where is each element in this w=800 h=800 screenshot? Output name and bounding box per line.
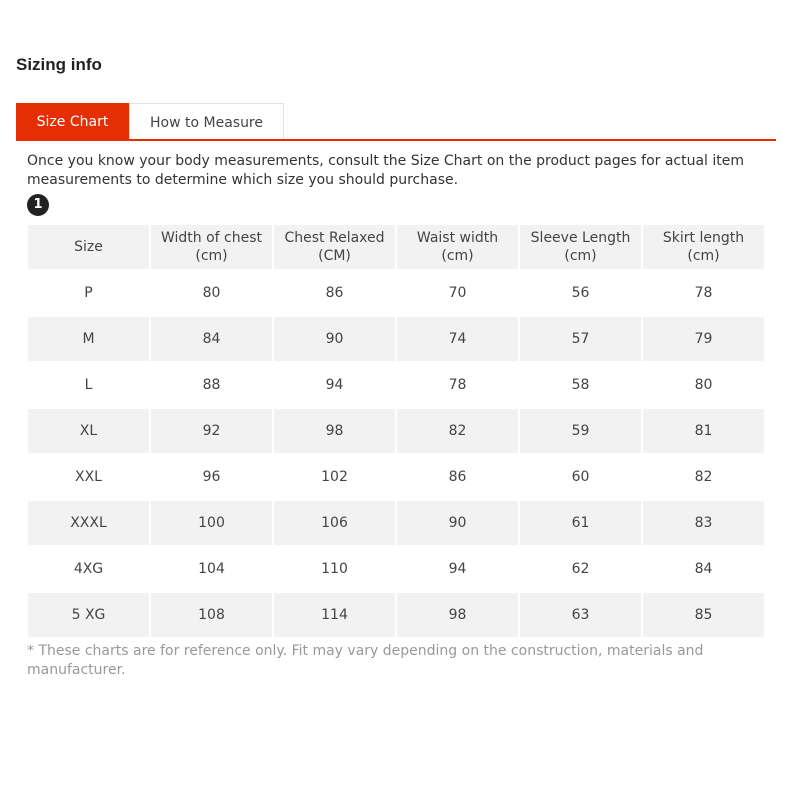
cell-sleeve-length: 60: [520, 455, 641, 499]
header-waist-width: Waist width (cm): [397, 225, 518, 269]
cell-size: L: [28, 363, 149, 407]
page-title: Sizing info: [16, 55, 102, 74]
table-row: [28, 547, 764, 591]
cell-chest-relaxed: 102: [274, 455, 395, 499]
cell-sleeve-length: 57: [520, 317, 641, 361]
cell-waist-width: 82: [397, 409, 518, 453]
cell-skirt-length: 78: [643, 271, 764, 315]
tab-bar: [16, 103, 776, 140]
cell-width-of-chest: 80: [151, 271, 272, 315]
cell-skirt-length: 81: [643, 409, 764, 453]
cell-sleeve-length: 61: [520, 501, 641, 545]
cell-size: XXXL: [28, 501, 149, 545]
cell-sleeve-length: 63: [520, 593, 641, 637]
table-row: [28, 271, 764, 315]
cell-skirt-length: 85: [643, 593, 764, 637]
cell-chest-relaxed: 114: [274, 593, 395, 637]
header-skirt-length: Skirt length (cm): [643, 225, 764, 269]
cell-waist-width: 98: [397, 593, 518, 637]
table-row: [28, 363, 764, 407]
header-size: Size: [28, 225, 149, 269]
tab-underline: [16, 139, 776, 141]
table-row: [28, 409, 764, 453]
cell-waist-width: 94: [397, 547, 518, 591]
cell-skirt-length: 83: [643, 501, 764, 545]
cell-size: 5 XG: [28, 593, 149, 637]
cell-chest-relaxed: 106: [274, 501, 395, 545]
tab-size-chart[interactable]: Size Chart: [16, 103, 129, 140]
cell-width-of-chest: 88: [151, 363, 272, 407]
cell-chest-relaxed: 98: [274, 409, 395, 453]
cell-waist-width: 78: [397, 363, 518, 407]
reference-note: * These charts are for reference only. Fit may vary depending on the construction, materials and manufacturer.: [27, 643, 704, 678]
header-sleeve-length: Sleeve Length (cm): [520, 225, 641, 269]
cell-waist-width: 70: [397, 271, 518, 315]
cell-width-of-chest: 84: [151, 317, 272, 361]
cell-size: XXL: [28, 455, 149, 499]
table-row: [28, 501, 764, 545]
cell-sleeve-length: 59: [520, 409, 641, 453]
table-row: [28, 455, 764, 499]
step-number-badge: 1: [27, 194, 49, 216]
cell-width-of-chest: 96: [151, 455, 272, 499]
table-header-row: [28, 225, 764, 269]
cell-skirt-length: 82: [643, 455, 764, 499]
cell-width-of-chest: 108: [151, 593, 272, 637]
cell-size: XL: [28, 409, 149, 453]
table-row: [28, 317, 764, 361]
cell-size: 4XG: [28, 547, 149, 591]
cell-width-of-chest: 100: [151, 501, 272, 545]
header-chest-relaxed: Chest Relaxed (CM): [274, 225, 395, 269]
tab-how-to-measure[interactable]: How to Measure: [129, 103, 284, 140]
cell-skirt-length: 80: [643, 363, 764, 407]
cell-size: M: [28, 317, 149, 361]
cell-sleeve-length: 62: [520, 547, 641, 591]
cell-width-of-chest: 104: [151, 547, 272, 591]
header-width-of-chest: Width of chest (cm): [151, 225, 272, 269]
cell-skirt-length: 79: [643, 317, 764, 361]
cell-chest-relaxed: 110: [274, 547, 395, 591]
size-chart-table: [26, 223, 766, 639]
intro-text: Once you know your body measurements, consult the Size Chart on the product pages for actual item measurements to determine which size you should purchase.: [27, 153, 745, 188]
cell-waist-width: 86: [397, 455, 518, 499]
cell-chest-relaxed: 90: [274, 317, 395, 361]
cell-sleeve-length: 58: [520, 363, 641, 407]
cell-waist-width: 74: [397, 317, 518, 361]
cell-size: P: [28, 271, 149, 315]
cell-chest-relaxed: 86: [274, 271, 395, 315]
cell-width-of-chest: 92: [151, 409, 272, 453]
cell-sleeve-length: 56: [520, 271, 641, 315]
table-row: [28, 593, 764, 637]
cell-waist-width: 90: [397, 501, 518, 545]
cell-skirt-length: 84: [643, 547, 764, 591]
cell-chest-relaxed: 94: [274, 363, 395, 407]
